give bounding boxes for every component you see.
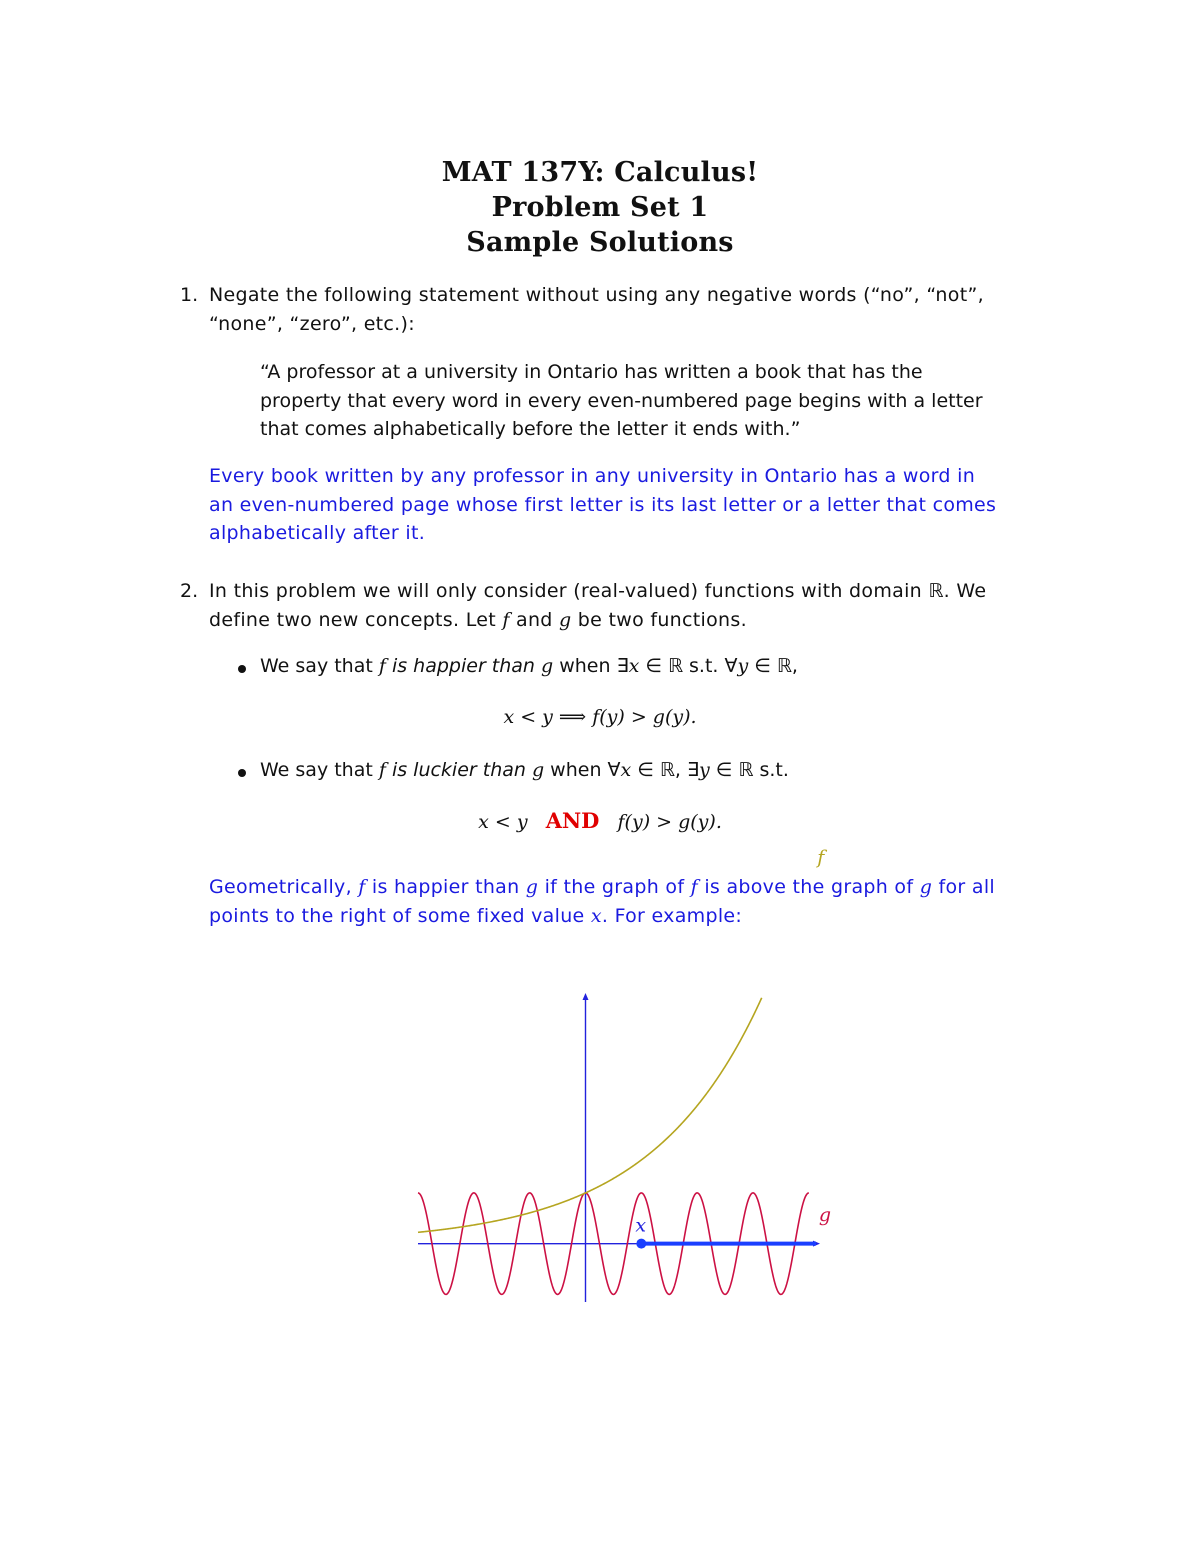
- happier-formula-text: x < y ⟹ f(y) > g(y).: [503, 706, 697, 728]
- intro-text-c: be two functions.: [571, 608, 747, 631]
- g-curve-label: g: [818, 1203, 832, 1226]
- geo-text-c: if the graph of: [538, 876, 691, 898]
- marker-point: [636, 1239, 646, 1249]
- geo-text-g: . For example:: [601, 904, 743, 927]
- var-y: y: [699, 759, 710, 781]
- geo-text-e: for all: [932, 876, 995, 898]
- var-x: x: [620, 759, 632, 781]
- intro-text-b: and: [509, 608, 559, 631]
- quote-line-2: property that every word in every even-numbered page begins with a letter: [260, 389, 983, 412]
- bullet1-text-b: when ∃: [553, 655, 629, 677]
- bullet1-text-c: ∈ ℝ s.t. ∀: [639, 655, 738, 677]
- problem-set-title: Problem Set 1: [491, 192, 709, 223]
- y-axis-arrow-icon: [583, 993, 589, 1000]
- luckier-formula-right: f(y) > g(y).: [617, 811, 722, 833]
- var-f: f: [690, 876, 698, 898]
- bullet2-text-b: when ∀: [544, 759, 621, 781]
- bullet2-text-a: We say that: [260, 759, 379, 781]
- geo-text-a: Geometrically,: [209, 876, 359, 898]
- term-happier: is happier than: [385, 655, 542, 677]
- quote-line-3: that comes alphabetically before the letter it ends with.”: [260, 418, 801, 441]
- var-g: g: [541, 655, 554, 677]
- problem-2-number: 2.: [180, 580, 199, 602]
- quote-line-1: “A professor at a university in Ontario has written a book that has the: [260, 361, 923, 383]
- var-f: f: [358, 876, 366, 898]
- var-g: g: [919, 876, 933, 898]
- answer-line-1: Every book written by any professor in any university in Ontario has a word in: [209, 465, 976, 487]
- geo-text-d: is above the graph of: [698, 876, 920, 898]
- bullet1-text-a: We say that: [260, 655, 379, 677]
- var-x: x: [628, 655, 640, 677]
- var-g: g: [559, 608, 572, 631]
- sample-solutions-title: Sample Solutions: [466, 227, 734, 258]
- var-f: f: [378, 655, 386, 677]
- bullet2-text-d: ∈ ℝ s.t.: [709, 759, 789, 781]
- var-f: f: [502, 608, 510, 631]
- term-luckier: is luckier than: [385, 759, 532, 781]
- problem-1-number: 1.: [180, 284, 199, 306]
- bullet2-text-c: ∈ ℝ, ∃: [631, 759, 700, 781]
- problem-1-prompt-line-1: Negate the following statement without using any negative words (“no”, “not”,: [209, 284, 984, 306]
- bullet1-text-d: ∈ ℝ,: [748, 655, 798, 677]
- var-g: g: [525, 876, 539, 898]
- geo-text-f: points to the right of some fixed value: [209, 904, 591, 927]
- and-keyword: AND: [545, 808, 600, 833]
- problem-1-prompt-line-2: “none”, “zero”, etc.):: [209, 312, 415, 335]
- course-title: MAT 137Y: Calculus!: [441, 157, 759, 188]
- var-y: y: [737, 655, 749, 677]
- var-f: f: [378, 759, 386, 781]
- answer-line-2: an even-numbered page whose first letter is its last letter or a letter that comes: [209, 493, 997, 516]
- var-x: x: [590, 904, 602, 927]
- answer-line-3: alphabetically after it.: [209, 522, 426, 545]
- f-curve-label: f: [817, 846, 825, 869]
- var-g: g: [531, 759, 545, 781]
- problem-2-intro-line-1: In this problem we will only consider (real-valued) functions with domain ℝ. We: [209, 580, 987, 602]
- marker-x-label: x: [635, 1214, 647, 1237]
- intro-text-a: define two new concepts. Let: [209, 608, 503, 631]
- geo-text-b: is happier than: [365, 876, 526, 898]
- luckier-formula-left: x < y: [478, 811, 528, 833]
